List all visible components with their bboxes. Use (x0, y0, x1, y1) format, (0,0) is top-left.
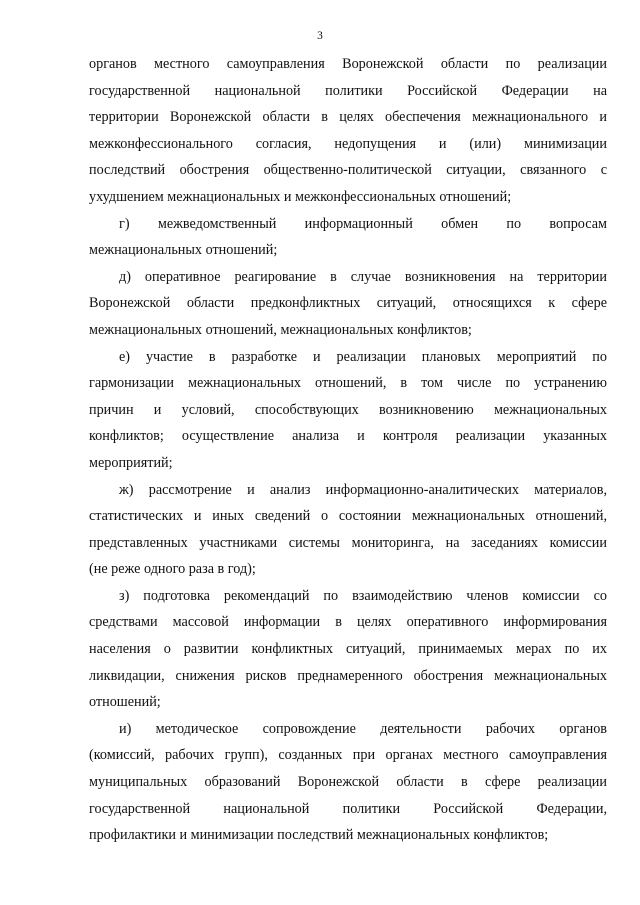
text-line: государственной национальной политики Российской Федерации, (89, 800, 607, 817)
text-line: гармонизации межнациональных отношений, в том числе по устранению (89, 375, 607, 392)
text-line: представленных участниками системы мониторинга, на заседаниях комиссии (89, 534, 607, 551)
text-line: е) участие в разработке и реализации плановых мероприятий по (119, 348, 607, 365)
text-line: муниципальных образований Воронежской области в сфере реализации (89, 774, 607, 791)
text-line: конфликтов; осуществление анализа и контроля реализации указанных (89, 428, 607, 445)
text-line: (комиссий, рабочих групп), созданных при органах местного самоуправления (89, 747, 607, 764)
text-line: Воронежской области предконфликтных ситуаций, относящихся к сфере (89, 295, 607, 312)
text-line: органов местного самоуправления Воронежской области по реализации (89, 56, 607, 72)
text-line: и) методическое сопровождение деятельности рабочих органов (119, 720, 607, 737)
text-line: населения о развитии конфликтных ситуаций, принимаемых мерах по их (89, 641, 607, 658)
text-line: межконфессионального согласия, недопущения и (или) минимизации (89, 135, 607, 152)
text-line: статистических и иных сведений о состоянии межнациональных отношений, (89, 508, 607, 525)
text-line: межнациональных отношений, межнациональных конфликтов; (89, 321, 472, 338)
text-line: ухудшением межнациональных и межконфессиональных отношений; (89, 188, 512, 205)
text-line: причин и условий, способствующих возникновению межнациональных (89, 401, 607, 418)
text-line: ж) рассмотрение и анализ информационно-аналитических материалов, (119, 481, 607, 498)
text-line: территории Воронежской области в целях обеспечения межнационального и (89, 109, 607, 126)
page-number: 3 (317, 30, 323, 42)
body-text (89, 51, 607, 849)
text-line: (не реже одного раза в год); (89, 561, 256, 578)
text-line: мероприятий; (89, 454, 173, 471)
text-line: профилактики и минимизации последствий межнациональных конфликтов; (89, 827, 549, 844)
text-line: отношений; (89, 694, 161, 711)
text-line: средствами массовой информации в целях оперативного информирования (89, 614, 607, 631)
text-line: д) оперативное реагирование в случае возникновения на территории (119, 268, 607, 285)
text-line: государственной национальной политики Российской Федерации на (89, 82, 607, 99)
text-line: ликвидации, снижения рисков преднамеренного обострения межнациональных (89, 667, 607, 684)
text-line: межнациональных отношений; (89, 242, 278, 259)
text-line: г) межведомственный информационный обмен по вопросам (119, 215, 607, 232)
text-line: последствий обострения общественно-политической ситуации, связанного с (89, 162, 607, 179)
text-line: з) подготовка рекомендаций по взаимодействию членов комиссии со (119, 587, 607, 604)
